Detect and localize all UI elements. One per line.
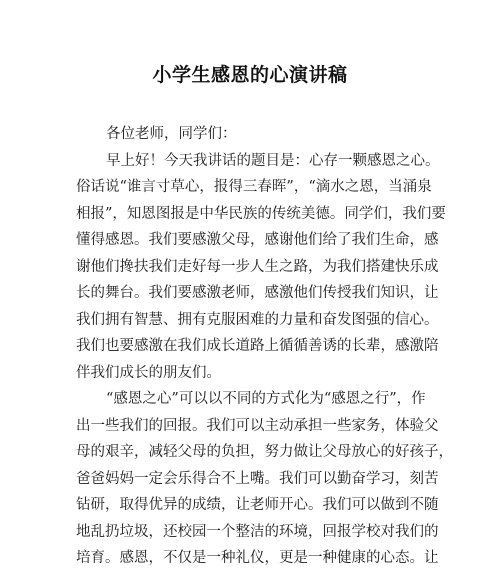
paragraph-line: 我们也要感激在我们成长道路上循循善诱的长辈，感激陪 xyxy=(76,338,439,354)
paragraph-line: 俗话说“谁言寸草心，报得三春晖”，“滴水之恩，当涌泉 xyxy=(76,179,432,195)
paragraph-line: 地乱扔垃圾，还校园一个整洁的环境，回报学校对我们的 xyxy=(76,523,439,540)
paragraph-line: 谢他们搀扶我们走好每一步人生之路，为我们搭建快乐成 xyxy=(76,258,439,275)
paragraph-line: 爸爸妈妈一定会乐得合不上嘴。我们可以勤奋学习，刻苦 xyxy=(76,470,439,487)
paragraph-line: 伴我们成长的朋友们。 xyxy=(76,364,221,381)
paragraph-line: 长的舞台。我们要感激老师，感激他们传授我们知识，让 xyxy=(76,285,439,301)
paragraph-line: 懂得感恩。我们要感激父母，感谢他们给了我们生命，感 xyxy=(76,232,439,248)
document-title: 小学生感恩的心演讲稿 xyxy=(152,64,348,86)
paragraph-line: 相报”，知恩图报是中华民族的传统美德。同学们，我们要 xyxy=(76,205,446,222)
paragraph-line: 我们拥有智慧、拥有克服困难的力量和奋发图强的信心。 xyxy=(76,311,439,328)
paragraph-line: “感恩之心”可以以不同的方式化为“感恩之行”，作 xyxy=(106,391,426,407)
paragraph-line: 钻研，取得优异的成绩，让老师开心。我们可以做到不随 xyxy=(76,497,439,513)
paragraph-line: 早上好！今天我讲话的题目是：心存一颗感恩之心。 xyxy=(106,152,440,169)
paragraph-line: 培育。感恩，不仅是一种礼仪，更是一种健康的心态。让 xyxy=(76,550,439,566)
paragraph-line: 出一些我们的回报。我们可以主动承担一些家务，体验父 xyxy=(76,417,439,434)
paragraph-line: 母的艰辛，减轻父母的负担，努力做让父母放心的好孩子， xyxy=(76,444,453,460)
salutation-line: 各位老师，同学们： xyxy=(106,126,237,142)
